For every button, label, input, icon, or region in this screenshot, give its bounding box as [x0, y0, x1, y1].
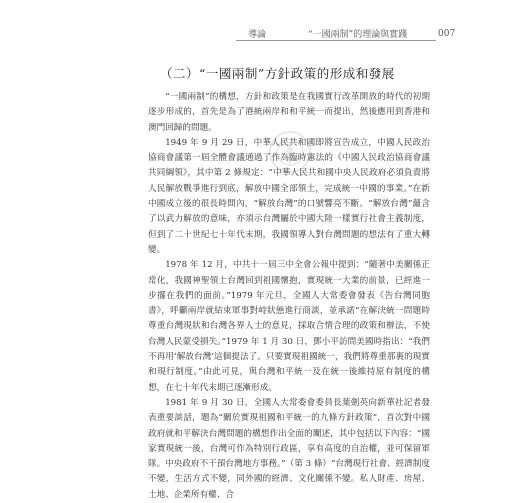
chapter-label: 導論 — [248, 30, 267, 40]
book-title: “一國兩制”的理論與實踐 — [308, 30, 408, 40]
section-heading: （二）“一國兩制”方針政策的形成和發展 — [160, 66, 395, 81]
paragraph-4: 1981 年 9 月 30 日，全國人大常委會委員長葉劍英向新華社記者發表重要談話，題為“關於實現祖國和平統一的九條方針政策”，首次對中國政府就和平解決台灣問題的構想作出全面的闡述，其中包括以下內容：“國家實現統一後，台灣可作為特別行政區，享有高度的自治權，並可保留軍隊。中央政府不干預台灣地方事務。”（第 3 條）“台灣現行社會、經濟制度不變，生活方式不變，同外國的經濟、文化關係不變。私人財產、房屋、土地、企業所有權、合 — [148, 397, 430, 500]
header-rule — [236, 40, 436, 41]
running-head — [248, 27, 455, 40]
paragraph-1: “一國兩制”的構想，方針和政策是在我國實行改革開放的時代的初期逐步形成的，首先是為了港統兩岸和和平統一而提出，然後應用到香港和澳門回歸的問題。 — [148, 92, 430, 133]
page-number: 007 — [438, 28, 456, 39]
body-text — [148, 90, 430, 503]
paragraph-3: 1978 年 12 月，中共十一屆三中全會公報中提到：“隨著中美關係正常化，我國神聖領土台灣回到祖國懷抱，實現統一大業的前景，已經進一步擺在我們的面前。”1979 年元旦，全國人大常委會發表《告台灣同胞書》，呼籲兩岸就結束軍事對峙狀態進行商談，並承諾“在解決統一問題時尊重台灣現狀和台灣各界人士的意見，採取合情合理的政策和辦法，不使台灣人民蒙受損失。”1979 年 1 月 30 日，鄧小平訪問美國時指出：“我們不再用‘解放台灣’這個提法了。只要實現祖國統一，我們將尊重那裏的現實和現行制度。”由此可見，與台灣和平統一及在統一後維持原有制度的構想，在七十年代末期已逐漸形成。 — [148, 260, 430, 393]
paragraph-2: 1949 年 9 月 29 日，中華人民共和國即將宣告成立，中國人民政治協商會議第一屆全體會議通過了作為臨時憲法的《中國人民政治協商會議共同綱領》，其中第 2 條規定：“中華人民共和國中央人民政府必須負責將人民解放戰爭進行到底，解放中國全部領土，完成統一中國的事業。”在新中國成立後的很長時間內，“解放台灣”的口號響亮不斷。“解放台灣”蘊含了以武力解放的意味，亦須示台灣屬於中國大陸一樣實行社會主義制度，但到了二十世紀七十年代末期，我國領導人對台灣問題的想法有了重大轉變。 — [148, 137, 430, 255]
